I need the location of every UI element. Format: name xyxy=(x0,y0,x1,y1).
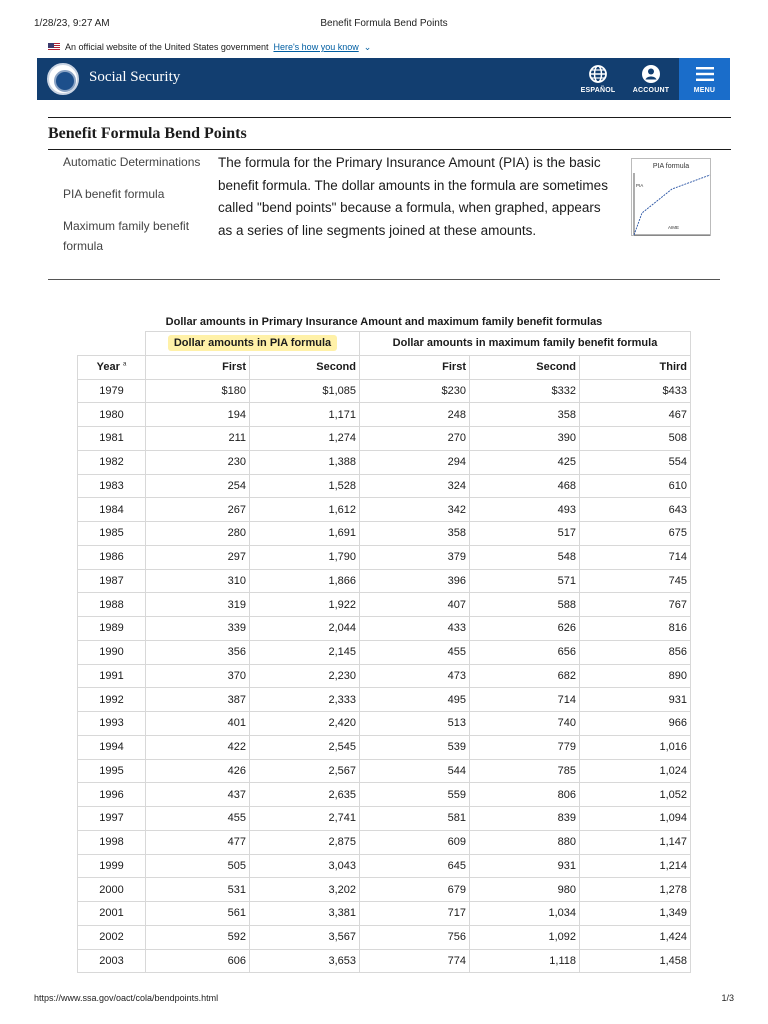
amount-cell: 294 xyxy=(360,450,470,474)
year-cell: 1990 xyxy=(78,640,146,664)
amount-cell: 387 xyxy=(146,688,250,712)
year-cell: 2000 xyxy=(78,878,146,902)
amount-cell: 531 xyxy=(146,878,250,902)
amount-cell: 740 xyxy=(470,712,580,736)
amount-cell: 806 xyxy=(470,783,580,807)
amount-cell: 433 xyxy=(360,617,470,641)
amount-cell: 3,381 xyxy=(250,902,360,926)
page-title: Benefit Formula Bend Points xyxy=(48,125,247,142)
amount-cell: 513 xyxy=(360,712,470,736)
table-row xyxy=(78,427,691,451)
year-cell: 1995 xyxy=(78,759,146,783)
brand-name[interactable]: Social Security xyxy=(89,69,181,85)
amount-cell: 1,052 xyxy=(580,783,691,807)
table-row xyxy=(78,545,691,569)
year-cell: 2002 xyxy=(78,925,146,949)
table-row xyxy=(78,830,691,854)
amount-cell: 2,333 xyxy=(250,688,360,712)
amount-cell: $433 xyxy=(580,379,691,403)
amount-cell: 1,612 xyxy=(250,498,360,522)
amount-cell: 610 xyxy=(580,474,691,498)
table-row xyxy=(78,688,691,712)
table-row xyxy=(78,450,691,474)
amount-cell: 1,024 xyxy=(580,759,691,783)
year-cell: 1998 xyxy=(78,830,146,854)
year-cell: 1994 xyxy=(78,735,146,759)
amount-cell: 756 xyxy=(360,925,470,949)
amount-cell: 468 xyxy=(470,474,580,498)
amount-cell: 581 xyxy=(360,807,470,831)
amount-cell: 785 xyxy=(470,759,580,783)
year-cell: 1979 xyxy=(78,379,146,403)
amount-cell: 767 xyxy=(580,593,691,617)
amount-cell: 679 xyxy=(360,878,470,902)
table-row xyxy=(78,925,691,949)
year-cell: 1993 xyxy=(78,712,146,736)
year-cell: 2003 xyxy=(78,949,146,973)
table-group-header-row xyxy=(78,332,691,356)
amount-cell: 714 xyxy=(470,688,580,712)
section-divider xyxy=(48,279,720,280)
amount-cell: 539 xyxy=(360,735,470,759)
sidebar-item-pia-formula[interactable]: PIA benefit formula xyxy=(63,187,165,201)
col-year xyxy=(78,355,146,379)
amount-cell: 356 xyxy=(146,640,250,664)
amount-cell: 339 xyxy=(146,617,250,641)
menu-label: MENU xyxy=(693,87,716,94)
amount-cell: 407 xyxy=(360,593,470,617)
table-row xyxy=(78,759,691,783)
table-row xyxy=(78,379,691,403)
amount-cell: $332 xyxy=(470,379,580,403)
amount-cell: 592 xyxy=(146,925,250,949)
amount-cell: 1,016 xyxy=(580,735,691,759)
year-cell: 1997 xyxy=(78,807,146,831)
site-header xyxy=(37,58,730,100)
amount-cell: 1,458 xyxy=(580,949,691,973)
amount-cell: 1,118 xyxy=(470,949,580,973)
hamburger-menu-icon xyxy=(695,64,715,84)
amount-cell: 1,278 xyxy=(580,878,691,902)
amount-cell: 358 xyxy=(470,403,580,427)
amount-cell: 606 xyxy=(146,949,250,973)
year-cell: 1985 xyxy=(78,522,146,546)
col-pia-first: First xyxy=(146,355,250,379)
amount-cell: 645 xyxy=(360,854,470,878)
amount-cell: 931 xyxy=(580,688,691,712)
amount-cell: 254 xyxy=(146,474,250,498)
amount-cell: 437 xyxy=(146,783,250,807)
amount-cell: 609 xyxy=(360,830,470,854)
espanol-button[interactable] xyxy=(572,58,624,100)
gov-banner-text: An official website of the United States government xyxy=(65,42,269,52)
table-caption: Dollar amounts in Primary Insurance Amount and maximum family benefit formulas xyxy=(165,316,603,328)
amount-cell: 194 xyxy=(146,403,250,427)
amount-cell: 248 xyxy=(360,403,470,427)
amount-cell: 267 xyxy=(146,498,250,522)
col-pia-second: Second xyxy=(250,355,360,379)
amount-cell: 2,420 xyxy=(250,712,360,736)
col-family-second: Second xyxy=(470,355,580,379)
amount-cell: 396 xyxy=(360,569,470,593)
sidebar-item-automatic-determinations[interactable]: Automatic Determinations xyxy=(63,155,201,169)
amount-cell: 1,092 xyxy=(470,925,580,949)
figure-y-label: PIA xyxy=(636,183,644,188)
us-flag-icon xyxy=(48,43,60,51)
amount-cell: $180 xyxy=(146,379,250,403)
amount-cell: 505 xyxy=(146,854,250,878)
amount-cell: 1,866 xyxy=(250,569,360,593)
table-row xyxy=(78,403,691,427)
amount-cell: 1,691 xyxy=(250,522,360,546)
amount-cell: 230 xyxy=(146,450,250,474)
amount-cell: 2,145 xyxy=(250,640,360,664)
amount-cell: 517 xyxy=(470,522,580,546)
how-you-know-link[interactable]: Here's how you know xyxy=(273,42,359,52)
amount-cell: 477 xyxy=(146,830,250,854)
table-row xyxy=(78,854,691,878)
amount-cell: 358 xyxy=(360,522,470,546)
amount-cell: 816 xyxy=(580,617,691,641)
amount-cell: 745 xyxy=(580,569,691,593)
amount-cell: 675 xyxy=(580,522,691,546)
print-datetime: 1/28/23, 9:27 AM xyxy=(34,18,110,29)
amount-cell: 319 xyxy=(146,593,250,617)
amount-cell: 774 xyxy=(360,949,470,973)
year-cell: 1984 xyxy=(78,498,146,522)
pia-group-label: Dollar amounts in PIA formula xyxy=(168,335,337,351)
table-row xyxy=(78,569,691,593)
amount-cell: 2,741 xyxy=(250,807,360,831)
amount-cell: 571 xyxy=(470,569,580,593)
amount-cell: 342 xyxy=(360,498,470,522)
family-group-header: Dollar amounts in maximum family benefit formula xyxy=(360,332,691,356)
globe-icon xyxy=(588,64,608,84)
year-cell: 1996 xyxy=(78,783,146,807)
amount-cell: 931 xyxy=(470,854,580,878)
col-family-first: First xyxy=(360,355,470,379)
account-label: ACCOUNT xyxy=(632,87,670,94)
amount-cell: 2,635 xyxy=(250,783,360,807)
menu-button[interactable] xyxy=(679,58,730,100)
table-row xyxy=(78,593,691,617)
table-row xyxy=(78,807,691,831)
year-cell: 1992 xyxy=(78,688,146,712)
figure-title: PIA formula xyxy=(652,163,690,170)
amount-cell: 1,528 xyxy=(250,474,360,498)
amount-cell: 495 xyxy=(360,688,470,712)
amount-cell: 280 xyxy=(146,522,250,546)
table-row xyxy=(78,735,691,759)
amount-cell: 1,388 xyxy=(250,450,360,474)
amount-cell: 588 xyxy=(470,593,580,617)
print-doc-title: Benefit Formula Bend Points xyxy=(320,18,448,29)
amount-cell: 2,545 xyxy=(250,735,360,759)
table-row xyxy=(78,474,691,498)
amount-cell: 310 xyxy=(146,569,250,593)
table-row xyxy=(78,878,691,902)
year-cell: 2001 xyxy=(78,902,146,926)
figure-x-label: AIME xyxy=(668,225,680,230)
figure-graph xyxy=(632,159,712,237)
espanol-label: ESPAÑOL xyxy=(580,87,616,94)
table-body xyxy=(78,379,691,973)
amount-cell: 779 xyxy=(470,735,580,759)
amount-cell: 2,044 xyxy=(250,617,360,641)
amount-cell: 390 xyxy=(470,427,580,451)
amount-cell: 324 xyxy=(360,474,470,498)
amount-cell: 422 xyxy=(146,735,250,759)
amount-cell: 890 xyxy=(580,664,691,688)
print-header xyxy=(34,18,734,32)
amount-cell: 3,043 xyxy=(250,854,360,878)
amount-cell: 544 xyxy=(360,759,470,783)
ssa-seal-logo[interactable] xyxy=(47,63,79,95)
amount-cell: 856 xyxy=(580,640,691,664)
year-cell: 1986 xyxy=(78,545,146,569)
amount-cell: 426 xyxy=(146,759,250,783)
amount-cell: 1,147 xyxy=(580,830,691,854)
year-cell: 1981 xyxy=(78,427,146,451)
amount-cell: 1,922 xyxy=(250,593,360,617)
table-row xyxy=(78,640,691,664)
amount-cell: 211 xyxy=(146,427,250,451)
year-cell: 1991 xyxy=(78,664,146,688)
table-row xyxy=(78,617,691,641)
amount-cell: 717 xyxy=(360,902,470,926)
year-cell: 1983 xyxy=(78,474,146,498)
amount-cell: 1,214 xyxy=(580,854,691,878)
table-column-header-row xyxy=(78,355,691,379)
amount-cell: 1,171 xyxy=(250,403,360,427)
amount-cell: 473 xyxy=(360,664,470,688)
amount-cell: 508 xyxy=(580,427,691,451)
amount-cell: 656 xyxy=(470,640,580,664)
pia-group-header xyxy=(146,332,360,356)
year-cell: 1987 xyxy=(78,569,146,593)
pia-formula-figure[interactable] xyxy=(631,158,711,236)
amount-cell: 2,230 xyxy=(250,664,360,688)
amount-cell: 401 xyxy=(146,712,250,736)
year-cell: 1982 xyxy=(78,450,146,474)
year-cell: 1989 xyxy=(78,617,146,641)
col-year-label: Year xyxy=(96,361,120,374)
sidebar-nav xyxy=(63,152,213,268)
account-button[interactable] xyxy=(625,58,677,100)
year-cell: 1988 xyxy=(78,593,146,617)
year-cell: 1999 xyxy=(78,854,146,878)
amount-cell: $1,085 xyxy=(250,379,360,403)
amount-cell: 3,653 xyxy=(250,949,360,973)
amount-cell: 559 xyxy=(360,783,470,807)
amount-cell: 561 xyxy=(146,902,250,926)
print-page-number: 1/3 xyxy=(721,993,734,1003)
year-footnote-link[interactable]: a xyxy=(122,361,127,368)
table-row xyxy=(78,522,691,546)
print-url: https://www.ssa.gov/oact/cola/bendpoints.html xyxy=(34,993,219,1003)
table-row xyxy=(78,902,691,926)
amount-cell: 467 xyxy=(580,403,691,427)
amount-cell: 455 xyxy=(146,807,250,831)
amount-cell: 1,349 xyxy=(580,902,691,926)
amount-cell: 3,567 xyxy=(250,925,360,949)
amount-cell: 966 xyxy=(580,712,691,736)
amount-cell: 1,424 xyxy=(580,925,691,949)
amount-cell: 370 xyxy=(146,664,250,688)
table-row xyxy=(78,712,691,736)
amount-cell: 682 xyxy=(470,664,580,688)
amount-cell: 714 xyxy=(580,545,691,569)
account-icon xyxy=(641,64,661,84)
amount-cell: 548 xyxy=(470,545,580,569)
amount-cell: 379 xyxy=(360,545,470,569)
amount-cell: 1,274 xyxy=(250,427,360,451)
gov-banner xyxy=(48,40,371,54)
amount-cell: 880 xyxy=(470,830,580,854)
chevron-down-icon[interactable]: ⌄ xyxy=(363,41,372,52)
amount-cell: 2,567 xyxy=(250,759,360,783)
table-row xyxy=(78,949,691,973)
year-cell: 1980 xyxy=(78,403,146,427)
sidebar-item-family-benefit-formula[interactable]: Maximum family benefit formula xyxy=(63,219,190,253)
amount-cell: 425 xyxy=(470,450,580,474)
amount-cell: 455 xyxy=(360,640,470,664)
page-title-bar xyxy=(48,117,731,150)
bend-points-table xyxy=(77,331,691,973)
print-footer xyxy=(34,993,734,1007)
table-row xyxy=(78,664,691,688)
amount-cell: 643 xyxy=(580,498,691,522)
amount-cell: 980 xyxy=(470,878,580,902)
intro-paragraph: The formula for the Primary Insurance Amount (PIA) is the basic benefit formula. The dollar amounts in the formula are sometimes called "bend points" because a formula, when graphed, appears as a series of line segments joined at these amounts. xyxy=(218,155,608,238)
amount-cell: 2,875 xyxy=(250,830,360,854)
amount-cell: 270 xyxy=(360,427,470,451)
col-family-third: Third xyxy=(580,355,691,379)
table-row xyxy=(78,783,691,807)
amount-cell: 3,202 xyxy=(250,878,360,902)
amount-cell: $230 xyxy=(360,379,470,403)
amount-cell: 1,034 xyxy=(470,902,580,926)
table-row xyxy=(78,498,691,522)
amount-cell: 1,790 xyxy=(250,545,360,569)
figure-curve xyxy=(634,175,710,235)
amount-cell: 839 xyxy=(470,807,580,831)
amount-cell: 626 xyxy=(470,617,580,641)
amount-cell: 554 xyxy=(580,450,691,474)
amount-cell: 1,094 xyxy=(580,807,691,831)
amount-cell: 493 xyxy=(470,498,580,522)
table-corner xyxy=(78,332,146,356)
amount-cell: 297 xyxy=(146,545,250,569)
